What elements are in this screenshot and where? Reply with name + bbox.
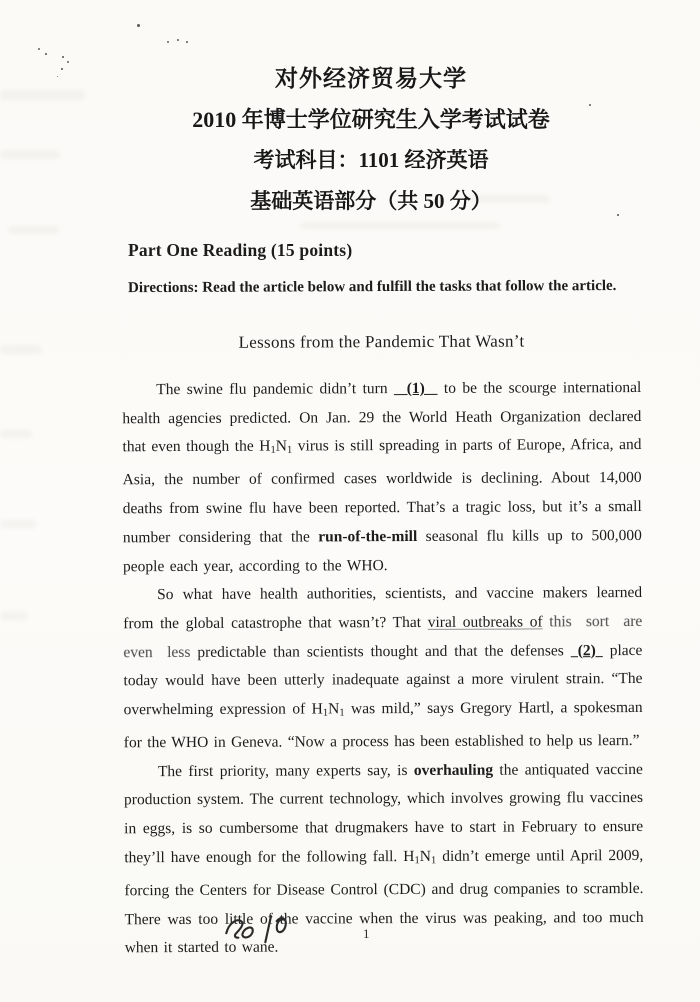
bleed-through-smudge xyxy=(0,520,36,528)
bleed-through-smudge xyxy=(300,222,500,229)
part-one-heading: Part One Reading (15 points) xyxy=(128,240,353,260)
article-paragraph: The swine flu pandemic didn’t turn (1) to be the scourge international health agencies predicted. On Jan. 29 the World Heath Organization declared that even though the H1N1 virus is still spreading in parts of Europe, Africa, and Asia, the number of confirmed cases worldwide is declining. About 14,000 deaths from swine flu have been reported. That’s a tragic loss, but it’s a small number considering that the run-of-the-mill seasonal flu kills up to 500,000 people each year, according to the WHO. xyxy=(122,378,642,575)
ink-speck xyxy=(167,41,169,43)
ink-speck xyxy=(137,24,140,27)
page-number: 1 xyxy=(363,926,370,941)
article-paragraph: So what have health authorities, scientists, and vaccine makers learned from the global catastrophe that wasn’t? That viral outbreaks of this sort are even less predictable than scientists thought and that the defenses (2) place today would have been utterly inadequate against a more virulent strain. “The overwhelming expression of H1N1 was mild,” says Gregory Hartl, a spokesman for the WHO in Geneva. “Now a process has been established to help us learn.” xyxy=(123,584,643,752)
bleed-through-smudge xyxy=(0,612,28,620)
handwriting-2010-scrawl xyxy=(223,908,292,953)
ink-speck xyxy=(186,41,188,43)
exam-subject: 考试科目：1101 经济英语 xyxy=(253,148,489,172)
article-paragraph: The first priority, many experts say, is overhauling the antiquated vaccine production system. The current technology, which involves growing flu vaccines in eggs, is so cumbersome that drugmakers have to start in February to ensure they’ll have enough for the following fall. H1N1 didn’t emerge until April 2009, forcing the Centers for Disease Control (CDC) and drug companies to scramble. There was too little of the vaccine when the virus was peaking, and too much when it started to wane. xyxy=(124,760,644,957)
article-body xyxy=(122,374,644,963)
ink-speck xyxy=(45,53,47,55)
article-title: Lessons from the Pandemic That Wasn’t xyxy=(238,331,525,352)
ink-speck xyxy=(38,48,40,50)
directions-text: Directions: Read the article below and fulfill the tasks that follow the article. xyxy=(127,278,617,297)
handwritten-year xyxy=(223,908,292,953)
ink-speck xyxy=(177,39,179,41)
university-name: 对外经济贸易大学 xyxy=(275,66,467,91)
exam-title: 2010 年博士学位研究生入学考试试卷 xyxy=(192,107,550,132)
exam-header xyxy=(0,58,700,222)
exam-section: 基础英语部分（共 50 分） xyxy=(250,189,492,213)
bleed-through-smudge xyxy=(0,345,42,354)
bleed-through-smudge xyxy=(0,430,32,438)
article xyxy=(122,331,644,963)
bleed-through-smudge xyxy=(8,226,60,234)
